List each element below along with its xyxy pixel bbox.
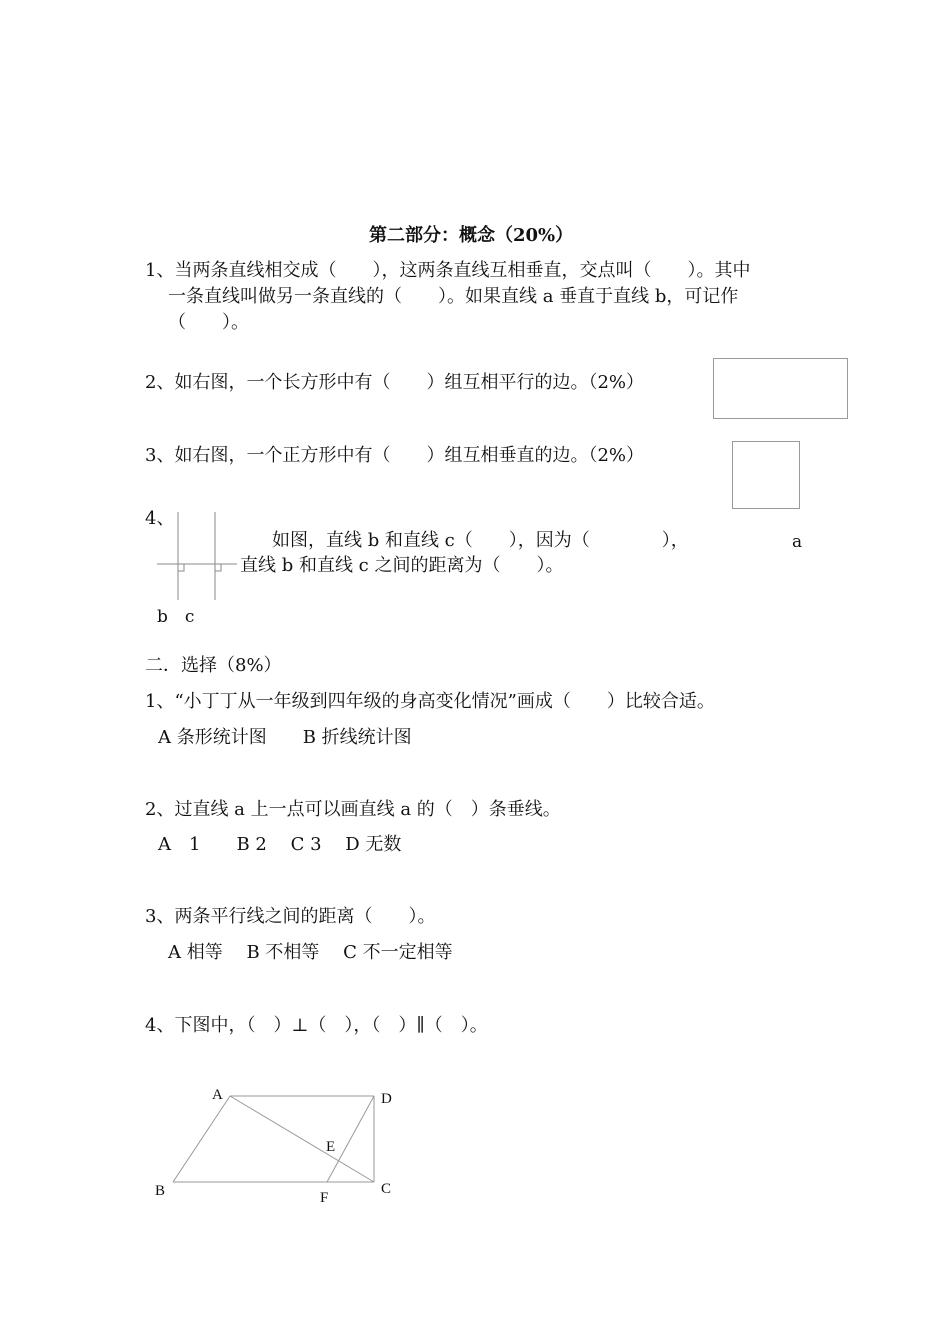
- point-d-label: D: [381, 1091, 392, 1107]
- point-a-label: A: [212, 1087, 223, 1103]
- point-b-label: B: [155, 1183, 166, 1199]
- question-2: 2、如右图，一个长方形中有（ ）组互相平行的边。（2%）: [145, 372, 645, 393]
- question-1-line-1: 1、当两条直线相交成（ ），这两条直线互相垂直，交点叫（ ）。其中: [145, 260, 751, 281]
- choice-3-options: A 相等 B 不相等 C 不一定相等: [168, 942, 453, 963]
- segment-ab: [173, 1096, 230, 1182]
- choice-2-options: A 1 B 2 C 3 D 无数: [158, 834, 402, 855]
- choice-4-question: 4、下图中，（ ）⊥（ ），（ ）∥（ ）。: [145, 1015, 488, 1036]
- question-1-line-2: 一条直线叫做另一条直线的（ ）。如果直线 a 垂直于直线 b，可记作: [168, 286, 739, 307]
- question-4-line-1: 如图，直线 b 和直线 c（ ），因为（ ），: [272, 530, 689, 551]
- point-e-label: E: [326, 1139, 336, 1155]
- segment-ac: [230, 1096, 374, 1182]
- question-3: 3、如右图，一个正方形中有（ ）组互相垂直的边。（2%）: [145, 445, 645, 466]
- line-a-label: a: [792, 532, 803, 552]
- section-2-title: 二．选择（8%）: [145, 655, 282, 676]
- section-title: 第二部分：概念（20%）: [369, 225, 574, 246]
- question-4-number: 4、: [145, 508, 175, 529]
- point-f-label: F: [320, 1190, 329, 1206]
- question-1-line-3: （ ）。: [168, 312, 249, 333]
- choice-1-question: 1、“小丁丁从一年级到四年级的身高变化情况”画成（ ）比较合适。: [145, 691, 715, 712]
- question-4-line-2: 直线 b 和直线 c 之间的距离为（ ）。: [240, 555, 564, 576]
- lines-bc-labels: b c: [157, 607, 195, 627]
- point-c-label: C: [381, 1181, 392, 1197]
- choice-1-options: A 条形统计图 B 折线统计图: [158, 727, 412, 748]
- choice-3-question: 3、两条平行线之间的距离（ ）。: [145, 906, 436, 927]
- choice-2-question: 2、过直线 a 上一点可以画直线 a 的（ ）条垂线。: [145, 799, 561, 820]
